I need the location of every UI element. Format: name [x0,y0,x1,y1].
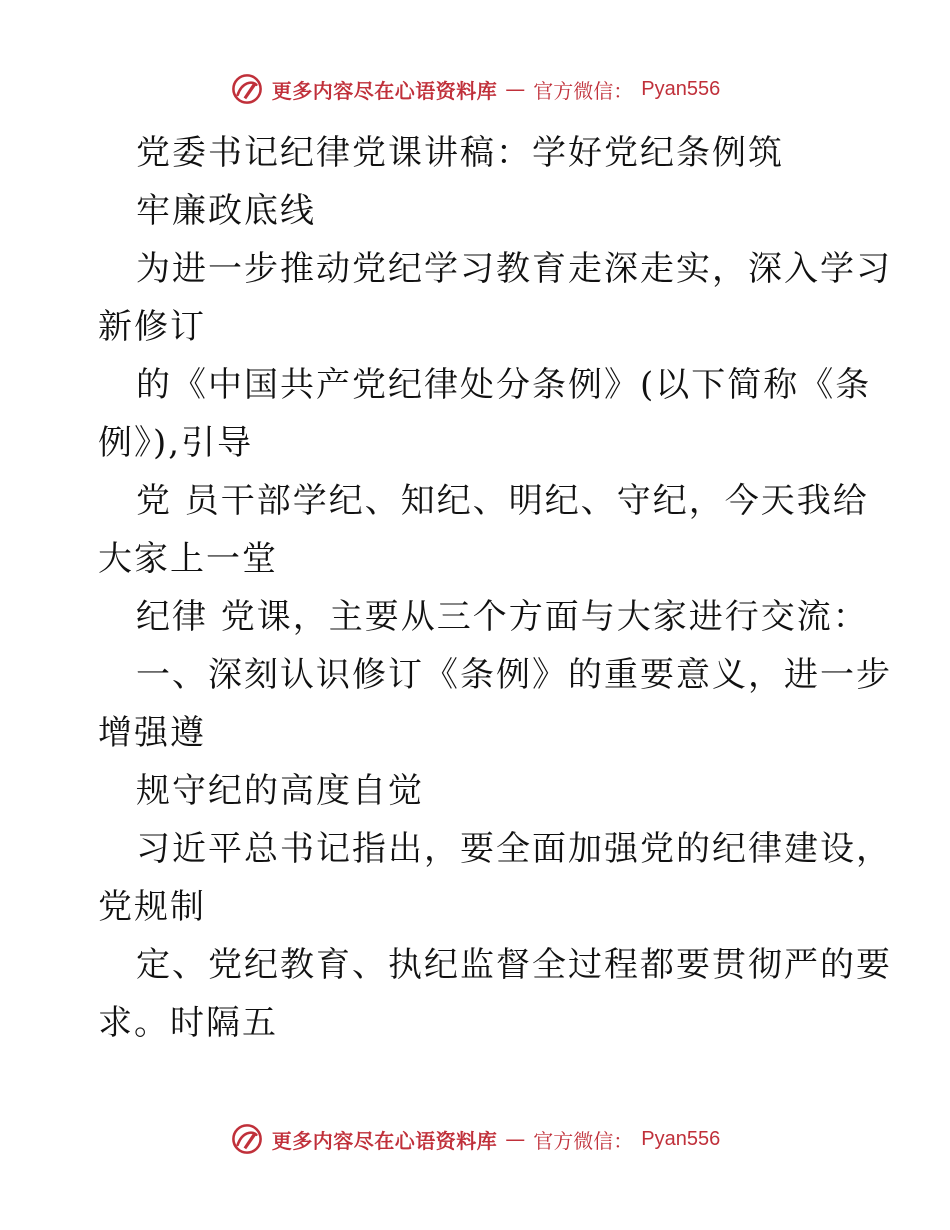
doc-section-heading: 一、深刻认识修订《条例》的重要意义，进一步 [136,655,892,695]
doc-paragraph-line: 大家上一堂 [98,539,278,579]
doc-paragraph-line: 党 员干部学纪、知纪、明纪、守纪，今天我给 [136,481,869,521]
watermark-brand: 更多内容尽在心语资料库 [271,1128,498,1153]
doc-section-heading: 规守纪的高度自觉 [136,771,424,811]
doc-paragraph-line: 为进一步推动党纪学习教育走深走实，深入学习 [136,249,892,289]
doc-paragraph-line: 求。时隔五 [98,1003,278,1043]
watermark-wechat-id: Pyan556 [641,77,721,100]
pen-swirl-icon [230,1122,264,1156]
doc-paragraph-line: 例》),引导 [98,423,254,463]
watermark-wechat-id: Pyan556 [641,1127,721,1150]
doc-paragraph-line: 纪律 党课，主要从三个方面与大家进行交流： [136,597,869,637]
watermark-wechat-label: 官方微信： [533,78,634,103]
footer-watermark [0,1122,950,1156]
doc-paragraph-line: 定、党纪教育、执纪监督全过程都要贯彻严的要 [136,945,892,985]
pen-swirl-icon [230,72,264,106]
watermark-dash: — [505,1127,526,1151]
document-body [98,124,892,1052]
doc-paragraph-line: 党规制 [98,887,206,927]
watermark-dash: — [505,77,526,101]
doc-title-line-2: 牢廉政底线 [136,191,316,231]
doc-paragraph-line: 新修订 [98,307,206,347]
watermark-wechat-label: 官方微信： [533,1128,634,1153]
doc-paragraph-line: 的《中国共产党纪律处分条例》(以下简称《条 [136,365,872,405]
watermark-brand: 更多内容尽在心语资料库 [271,78,498,103]
doc-section-heading: 增强遵 [98,713,206,753]
doc-paragraph-line: 习近平总书记指出，要全面加强党的纪律建设， [136,829,892,869]
doc-title-line-1: 党委书记纪律党课讲稿：学好党纪条例筑 [136,133,784,173]
header-watermark [0,72,950,106]
